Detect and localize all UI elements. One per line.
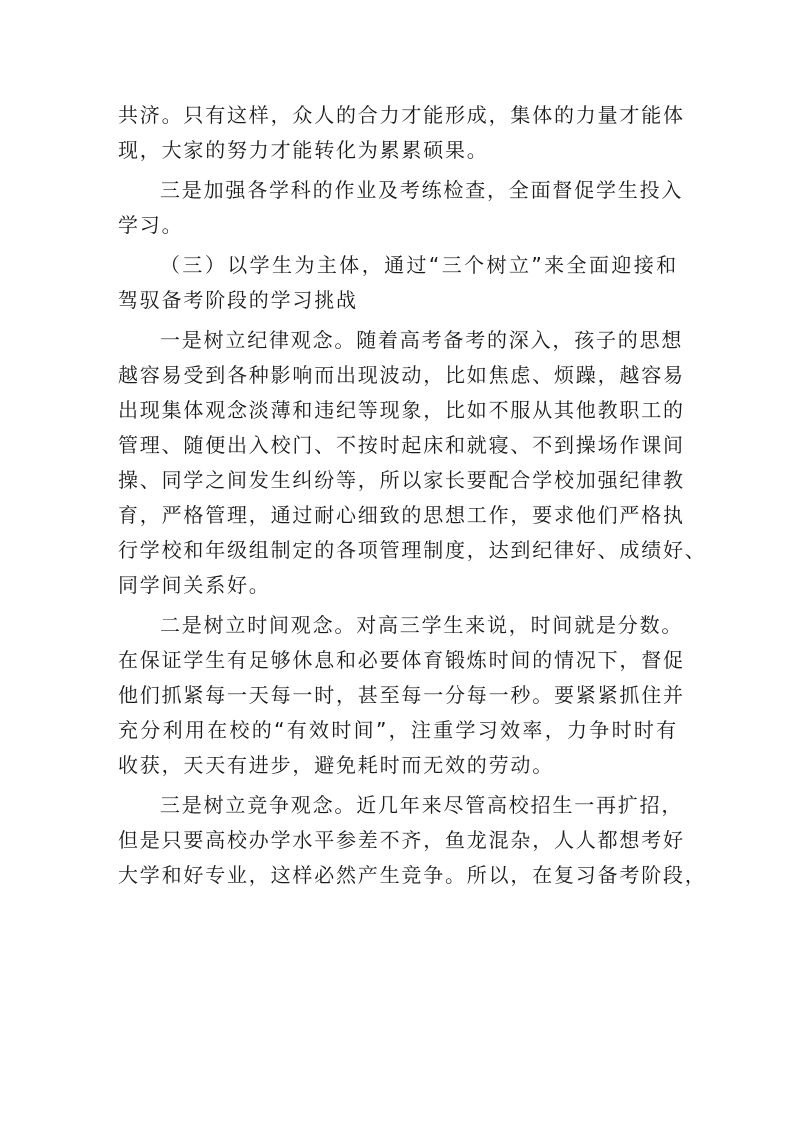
- text-line: 同学间关系好。: [118, 573, 271, 597]
- text-line: 但是只要高校办学水平参差不齐，鱼龙混杂，人人都想考好: [118, 828, 685, 852]
- text-line: 越容易受到各种影响而出现波动，比如焦虑、烦躁，越容易: [118, 363, 685, 387]
- section-heading-line: （三）以学生为主体，通过“三个树立”来全面迎接和: [160, 253, 678, 277]
- text-line: 大学和好专业，这样必然产生竞争。所以，在复习备考阶段，: [118, 863, 707, 887]
- paragraph-start-line: 一是树立纪律观念。随着高考备考的深入，孩子的思想: [160, 328, 684, 352]
- text-line: 学习。: [118, 213, 184, 237]
- paragraph-start-line: 二是树立时间观念。对高三学生来说，时间就是分数。: [160, 613, 684, 637]
- text-line: 现，大家的努力才能转化为累累硕果。: [118, 138, 489, 162]
- paragraph-start-line: 三是加强各学科的作业及考练检查，全面督促学生投入: [160, 178, 684, 202]
- text-line: 管理、随便出入校门、不按时起床和就寝、不到操场作课间: [118, 433, 685, 457]
- section-heading-line: 驾驭备考阶段的学习挑战: [118, 288, 358, 312]
- text-line: 出现集体观念淡薄和违纪等现象，比如不服从其他教职工的: [118, 398, 685, 422]
- text-line: 育，严格管理，通过耐心细致的思想工作，要求他们严格执: [118, 503, 685, 527]
- text-line: 操、同学之间发生纠纷等，所以家长要配合学校加强纪律教: [118, 468, 685, 492]
- text-line: 收获，天天有进步，避免耗时而无效的劳动。: [118, 753, 554, 777]
- body-text: [118, 98, 707, 893]
- text-line: 共济。只有这样，众人的合力才能形成，集体的力量才能体: [118, 103, 685, 127]
- text-line: 充分利用在校的“有效时间”，注重学习效率，力争时时有: [118, 718, 678, 742]
- paragraph-start-line: 三是树立竞争观念。近几年来尽管高校招生一再扩招，: [160, 793, 684, 817]
- text-line: 他们抓紧每一天每一时，甚至每一分每一秒。要紧紧抓住并: [118, 683, 685, 707]
- text-line: 行学校和年级组制定的各项管理制度，达到纪律好、成绩好、: [118, 538, 707, 562]
- text-line: 在保证学生有足够休息和必要体育锻炼时间的情况下，督促: [118, 648, 685, 672]
